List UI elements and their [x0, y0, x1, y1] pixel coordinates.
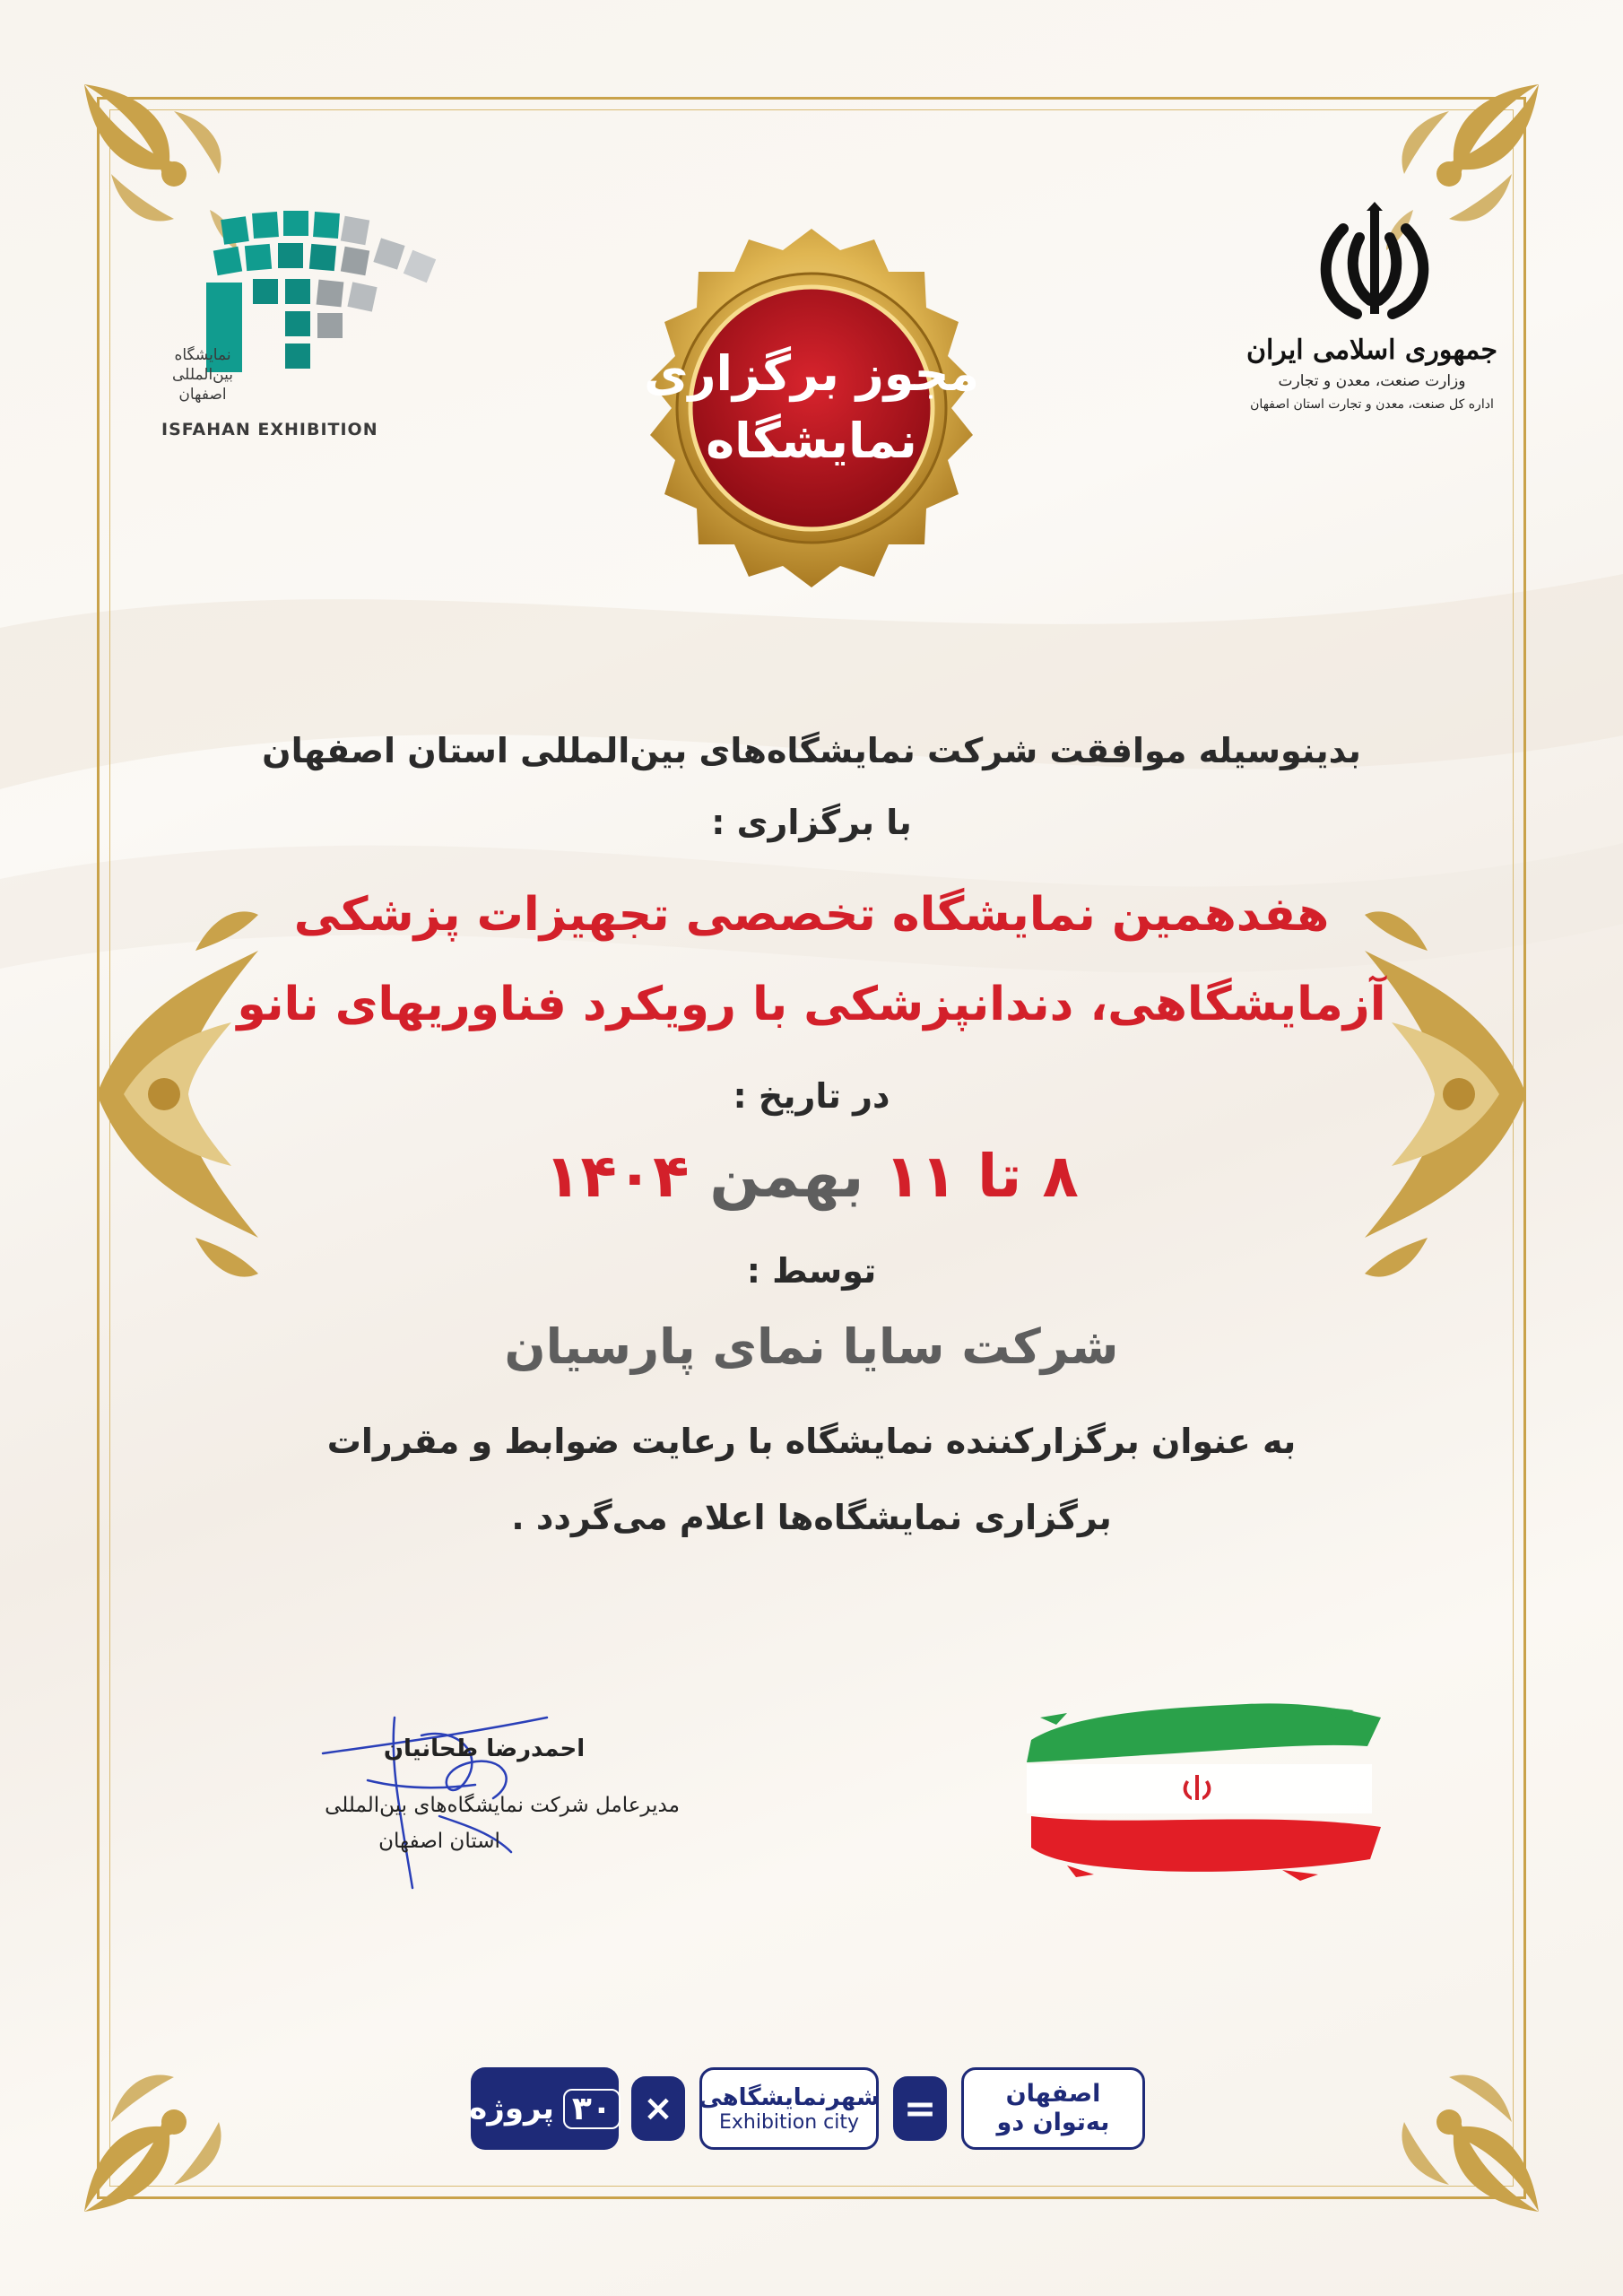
times-sign: × [631, 2076, 685, 2141]
seal-line2: نمایشگاه [706, 413, 917, 469]
corner-ornament-bottom-right [1368, 2041, 1548, 2221]
date-year: ۱۴۰۴ [544, 1142, 690, 1211]
event-date [161, 1139, 1462, 1214]
corner-ornament-bottom-left [75, 2041, 255, 2221]
equals-sign: = [893, 2076, 947, 2141]
ministry-line1: جمهوری اسلامی ایران [1245, 335, 1498, 366]
left-logo-en: ISFAHAN EXHIBITION [161, 420, 378, 439]
badge-exhibition-city-fa: شهرنمایشگاهی [699, 2083, 880, 2111]
badge-exhibition-city-en: Exhibition city [718, 2110, 860, 2134]
exhibition-title-line1: هفدهمین نمایشگاه تخصصی تجهیزات پزشکی [293, 888, 1330, 942]
intro-text: بدینوسیله موافقت شرکت نمایشگاه‌های بین‌المللی استان اصفهان [262, 731, 1361, 770]
closing-line2: برگزاری نمایشگاه‌ها اعلام می‌گردد . [511, 1498, 1112, 1537]
signer-role-line1: مدیرعامل شرکت نمایشگاه‌های بین‌المللی [325, 1794, 680, 1817]
date-day-range: ۸ تا ۱۱ [884, 1142, 1079, 1211]
badge-30-word: پروژه [469, 2091, 554, 2126]
with-holding-label: با برگزاری : [711, 803, 912, 842]
left-logo-fa-line1: نمایشگاه [174, 346, 231, 364]
left-logo-fa-line2: بین‌المللی [172, 366, 233, 384]
left-logo-fa-line3: اصفهان [178, 386, 227, 404]
seal-line1: مجوز برگزاری [643, 345, 980, 402]
iran-emblem-icon [1307, 202, 1442, 327]
exhibition-title-line2: آزمایشگاهی، دندانپزشکی با رویکرد فناوریهای نانو [237, 978, 1386, 1031]
organizer-name: شرکت سایا نمای پارسیان [504, 1318, 1119, 1375]
by-label: توسط : [746, 1251, 877, 1291]
badge-exhibition-city [699, 2067, 879, 2150]
ministry-logo [1237, 202, 1506, 444]
license-seal-icon [587, 220, 1036, 596]
ministry-line2: وزارت صنعت، معدن و تجارت [1278, 372, 1466, 390]
ministry-line3: اداره کل صنعت، معدن و تجارت استان اصفهان [1250, 397, 1494, 412]
badge-30-number: ۳۰ [563, 2089, 621, 2129]
badge-isfahan-squared: اصفهان به‌توان دو [961, 2067, 1145, 2150]
closing-line1: به عنوان برگزارکننده نمایشگاه با رعایت ضوابط و مقررات [326, 1422, 1297, 1461]
isfahan-exhibition-logo [152, 202, 493, 453]
date-month: بهمن [709, 1142, 864, 1211]
date-label: در تاریخ : [733, 1076, 890, 1116]
iran-flag-icon [1013, 1691, 1390, 1897]
badge-30-projects [471, 2067, 619, 2150]
signer-name: احمدرضا طحانیان [383, 1735, 586, 1762]
signer-role-line2: استان اصفهان [378, 1830, 500, 1853]
